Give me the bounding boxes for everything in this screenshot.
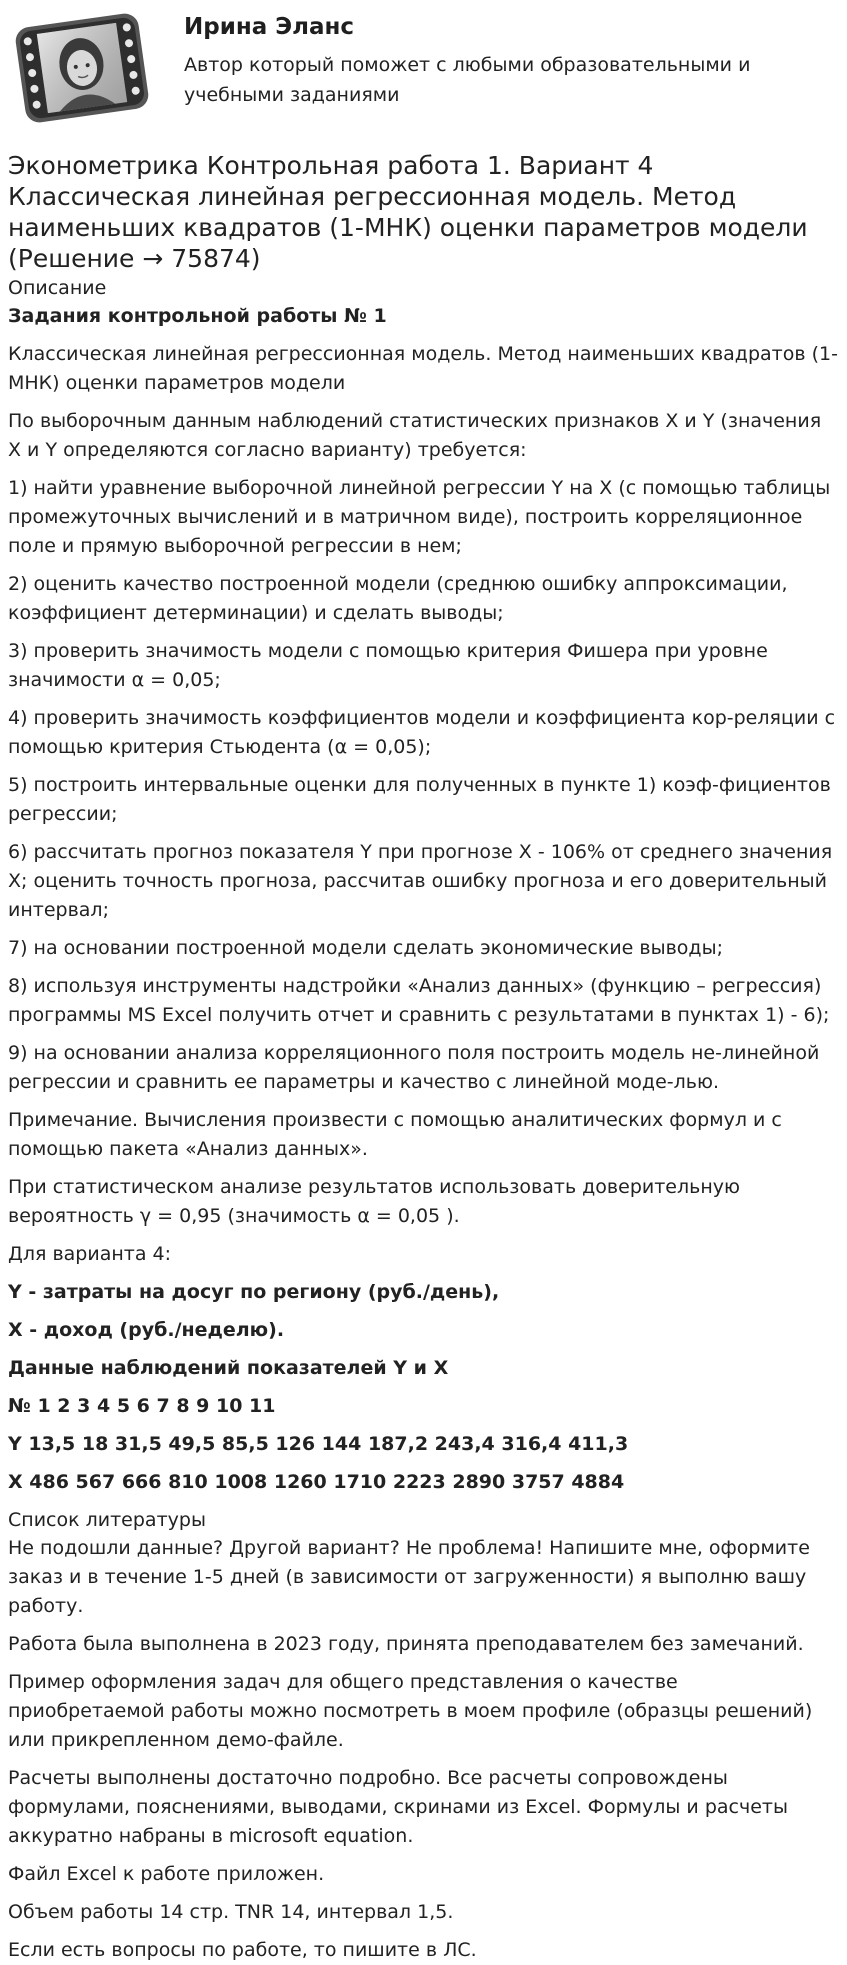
description-body bbox=[8, 302, 839, 1497]
author-description: Автор который поможет с любыми образовательными и учебными заданиями bbox=[184, 54, 751, 106]
description-paragraph: 9) на основании анализа корреляционного поля построить модель не-линейной регрессии и сравнить ее параметры и качество с линейной моде-лью. bbox=[8, 1042, 820, 1093]
description-paragraph: 5) построить интервальные оценки для полученных в пункте 1) коэф-фициентов регрессии; bbox=[8, 774, 831, 825]
literature-body bbox=[8, 1534, 839, 1965]
description-paragraph: Данные наблюдений показателей Y и X bbox=[8, 1357, 449, 1379]
description-paragraph: 4) проверить значимость коэффициентов модели и коэффициента кор-реляции с помощью критерия Стьюдента (α = 0,05); bbox=[8, 707, 836, 758]
description-paragraph: По выборочным данным наблюдений статистических признаков X и Y (значения X и Y определяются согласно варианту) требуется: bbox=[8, 410, 822, 461]
description-paragraph: 7) на основании построенной модели сделать экономические выводы; bbox=[8, 937, 723, 959]
description-paragraph: Для варианта 4: bbox=[8, 1243, 172, 1265]
description-paragraph: № 1 2 3 4 5 6 7 8 9 10 11 bbox=[8, 1395, 276, 1417]
description-paragraph: Y - затраты на досуг по региону (руб./день), bbox=[8, 1281, 500, 1303]
literature-paragraph: Если есть вопросы по работе, то пишите в ЛС. bbox=[8, 1939, 477, 1961]
description-paragraph: При статистическом анализе результатов использовать доверительную вероятность γ = 0,95 (значимость α = 0,05 ). bbox=[8, 1176, 740, 1227]
literature-heading: Список литературы bbox=[8, 1509, 206, 1531]
literature-paragraph: Работа была выполнена в 2023 году, принята преподавателем без замечаний. bbox=[8, 1633, 804, 1655]
literature-paragraph: Файл Excel к работе приложен. bbox=[8, 1863, 325, 1885]
description-paragraph: X - доход (руб./неделю). bbox=[8, 1319, 285, 1341]
author-avatar[interactable] bbox=[8, 6, 156, 130]
literature-paragraph: Не подошли данные? Другой вариант? Не проблема! Напишите мне, оформите заказ и в течение 1-5 дней (в зависимости от загруженности) я выполню вашу работу. bbox=[8, 1537, 810, 1617]
description-paragraph: 8) используя инструменты надстройки «Анализ данных» (функцию – регрессия) программы MS Excel получить отчет и сравнить с результатами в пунктах 1) - 6); bbox=[8, 975, 830, 1026]
literature-paragraph: Расчеты выполнены достаточно подробно. Все расчеты сопровождены формулами, пояснениями, выводами, скринами из Excel. Формулы и расчеты аккуратно набраны в microsoft equation. bbox=[8, 1767, 788, 1847]
description-heading: Описание bbox=[8, 277, 107, 299]
author-info bbox=[184, 12, 804, 110]
description-paragraph: Классическая линейная регрессионная модель. Метод наименьших квадратов (1-МНК) оценки параметров модели bbox=[8, 343, 838, 394]
work-title: Эконометрика Контрольная работа 1. Вариант 4 Классическая линейная регрессионная модель. Метод наименьших квадратов (1-МНК) оценки параметров модели (Решение → 75874) bbox=[8, 151, 808, 273]
description-paragraph: X 486 567 666 810 1008 1260 1710 2223 2890 3757 4884 bbox=[8, 1471, 625, 1493]
literature-paragraph: Объем работы 14 стр. TNR 14, интервал 1,5. bbox=[8, 1901, 454, 1923]
description-paragraph: 6) рассчитать прогноз показателя Y при прогнозе X - 106% от среднего значения X; оценить точность прогноза, рассчитав ошибку прогноза и его доверительный интервал; bbox=[8, 841, 833, 921]
description-paragraph: 2) оценить качество построенной модели (среднюю ошибку аппроксимации, коэффициент детерминации) и сделать выводы; bbox=[8, 573, 788, 624]
description-paragraph: Задания контрольной работы № 1 bbox=[8, 305, 387, 327]
description-paragraph: 3) проверить значимость модели с помощью критерия Фишера при уровне значимости α = 0,05; bbox=[8, 640, 768, 691]
description-paragraph: Примечание. Вычисления произвести с помощью аналитических формул и с помощью пакета «Анализ данных». bbox=[8, 1109, 782, 1160]
description-paragraph: 1) найти уравнение выборочной линейной регрессии Y на X (с помощью таблицы промежуточных вычислений и в матричном виде), построить корреляционное поле и прямую выборочной регрессии в нем; bbox=[8, 477, 831, 557]
author-name[interactable]: Ирина Эланс bbox=[184, 14, 355, 40]
literature-paragraph: Пример оформления задач для общего представления о качестве приобретаемой работы можно посмотреть в моем профиле (образцы решений) или прикрепленном демо-файле. bbox=[8, 1671, 813, 1751]
author-card bbox=[8, 0, 839, 140]
description-paragraph: Y 13,5 18 31,5 49,5 85,5 126 144 187,2 243,4 316,4 411,3 bbox=[8, 1433, 629, 1455]
